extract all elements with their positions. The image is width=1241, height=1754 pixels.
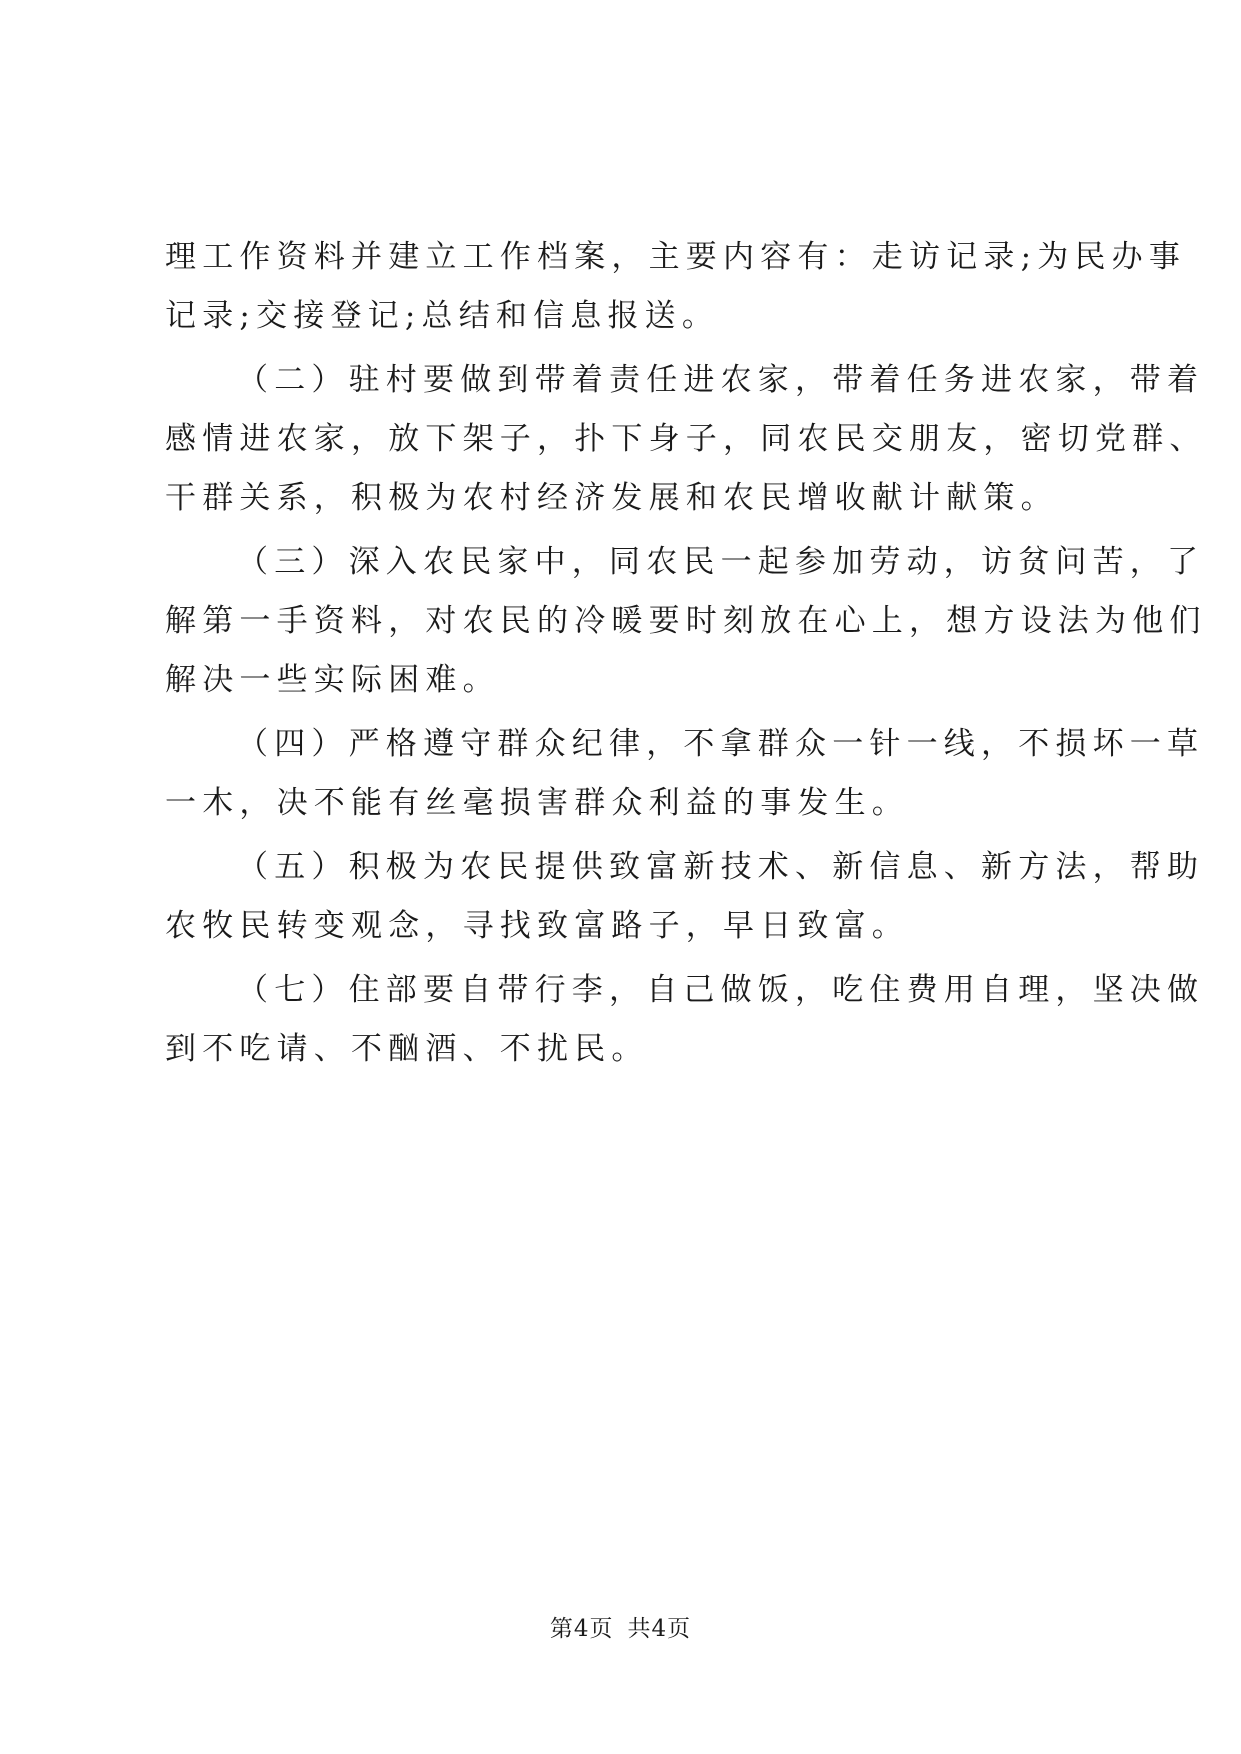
text-line: （七）住部要自带行李，自己做饭，吃住费用自理，坚决做 xyxy=(237,972,1205,1008)
paragraph-continued xyxy=(165,228,1187,346)
paragraph-item-7 xyxy=(165,961,1205,1079)
page-number: 第4页 xyxy=(549,1616,614,1642)
text-line: （四）严格遵守群众纪律，不拿群众一针一线，不损坏一草 xyxy=(237,726,1205,762)
paragraph-item-2 xyxy=(165,351,1207,528)
paragraph-item-5 xyxy=(165,838,1205,956)
text-line: 干群关系，积极为农村经济发展和农民增收献计献策。 xyxy=(165,480,1058,516)
text-line: 理工作资料并建立工作档案，主要内容有：走访记录;为民办事 xyxy=(165,239,1187,275)
text-line: 一木，决不能有丝毫损害群众利益的事发生。 xyxy=(165,785,909,821)
text-line: （三）深入农民家中，同农民一起参加劳动，访贫问苦，了 xyxy=(237,544,1205,580)
paragraph-item-4 xyxy=(165,715,1205,833)
text-line: 感情进农家，放下架子，扑下身子，同农民交朋友，密切党群、 xyxy=(165,421,1207,457)
text-line: （二）驻村要做到带着责任进农家，带着任务进农家，带着 xyxy=(237,362,1205,398)
text-line: 解第一手资料，对农民的冷暖要时刻放在心上，想方设法为他们 xyxy=(165,603,1207,639)
text-line: （五）积极为农民提供致富新技术、新信息、新方法，帮助 xyxy=(237,849,1205,885)
page-total: 共4页 xyxy=(627,1616,692,1642)
paragraph-item-3 xyxy=(165,533,1207,710)
document-body xyxy=(165,228,1207,1079)
text-line: 农牧民转变观念，寻找致富路子，早日致富。 xyxy=(165,908,909,944)
text-line: 记录;交接登记;总结和信息报送。 xyxy=(165,298,720,334)
page-footer xyxy=(0,1614,1241,1644)
text-line: 解决一些实际困难。 xyxy=(165,662,500,698)
text-line: 到不吃请、不酗酒、不扰民。 xyxy=(165,1031,649,1067)
